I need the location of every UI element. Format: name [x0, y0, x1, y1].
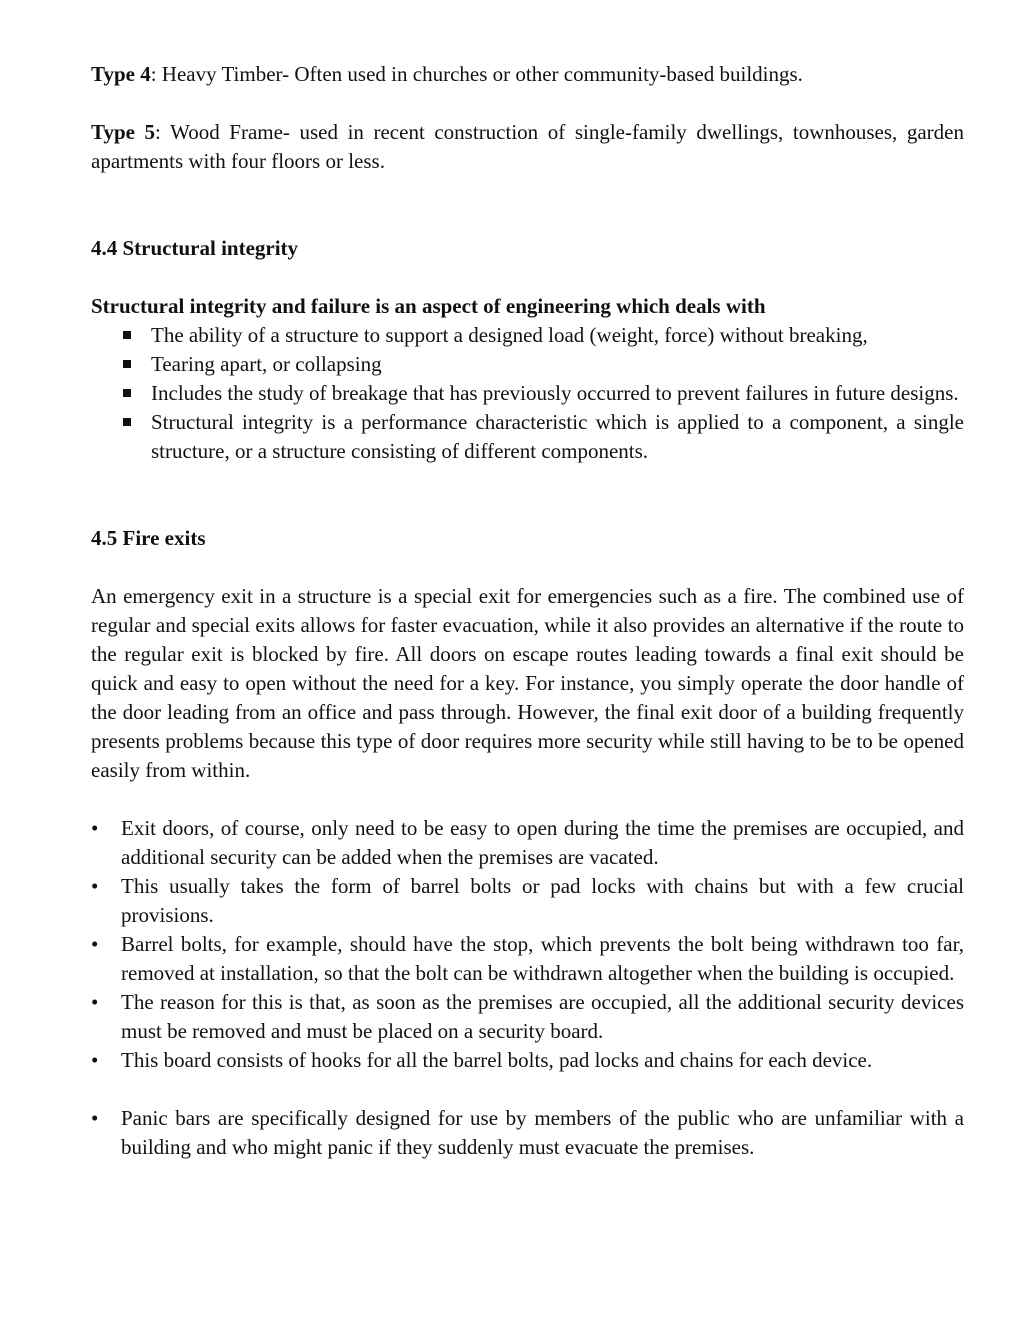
- list-item: [91, 814, 964, 872]
- list-item: [91, 930, 964, 988]
- square-bullet-icon: [123, 418, 131, 426]
- list-item-text: The reason for this is that, as soon as the premises are occupied, all the additional security devices must be removed and must be placed on a security board.: [121, 990, 964, 1043]
- type-5-line: [91, 118, 964, 176]
- spacer: [91, 553, 964, 582]
- structural-integrity-list: [91, 321, 964, 466]
- bullet-icon: •: [91, 1106, 99, 1130]
- type-4-text: : Heavy Timber- Often used in churches or other community-based buildings.: [150, 62, 803, 86]
- bullet-icon: •: [91, 816, 99, 840]
- list-item: [91, 350, 964, 379]
- type-4-line: [91, 60, 964, 89]
- type-4-label: Type 4: [91, 62, 151, 86]
- list-item: [91, 379, 964, 408]
- square-bullet-icon: [123, 331, 131, 339]
- list-item: [91, 872, 964, 930]
- section-heading-structural-integrity: 4.4 Structural integrity: [91, 236, 299, 260]
- fire-exits-paragraph: An emergency exit in a structure is a special exit for emergencies such as a fire. The combined use of regular and special exits allows for faster evacuation, while it also provides an alternative if the route to the regular exit is blocked by fire. All doors on escape routes leading towards a final exit should be quick and easy to open without the need for a key. For instance, you simply operate the door handle of the door leading from an office and pass through. However, the final exit door of a building frequently presents problems because this type of door requires more security while still having to be to be opened easily from within.: [91, 584, 964, 782]
- spacer: [91, 1075, 964, 1104]
- spacer: [91, 263, 964, 292]
- document-page: [91, 60, 964, 1162]
- list-item-text: Barrel bolts, for example, should have the stop, which prevents the bolt being withdrawn too far, removed at installation, so that the bolt can be withdrawn altogether when the building is occupied.: [121, 932, 964, 985]
- list-item: [91, 1104, 964, 1162]
- bullet-icon: •: [91, 932, 99, 956]
- list-item-text: This usually takes the form of barrel bolts or pad locks with chains but with a few crucial provisions.: [121, 874, 964, 927]
- list-item-text: Tearing apart, or collapsing: [151, 352, 382, 376]
- list-item: [91, 321, 964, 350]
- list-item: [91, 408, 964, 466]
- list-item-text: Exit doors, of course, only need to be easy to open during the time the premises are occupied, and additional security can be added when the premises are vacated.: [121, 816, 964, 869]
- square-bullet-icon: [123, 389, 131, 397]
- bullet-icon: •: [91, 874, 99, 898]
- structural-integrity-intro: Structural integrity and failure is an aspect of engineering which deals with: [91, 294, 766, 318]
- type-5-text: : Wood Frame- used in recent construction of single-family dwellings, townhouses, garden apartments with four floors or less.: [91, 120, 964, 173]
- bullet-icon: •: [91, 990, 99, 1014]
- list-item: [91, 988, 964, 1046]
- section-heading-fire-exits: 4.5 Fire exits: [91, 526, 206, 550]
- type-5-label: Type 5: [91, 120, 156, 144]
- square-bullet-icon: [123, 360, 131, 368]
- panic-bars-list: [91, 1104, 964, 1162]
- spacer: [91, 466, 964, 524]
- list-item-text: This board consists of hooks for all the barrel bolts, pad locks and chains for each device.: [121, 1048, 873, 1072]
- spacer: [91, 785, 964, 814]
- list-item: [91, 1046, 964, 1075]
- list-item-text: Includes the study of breakage that has previously occurred to prevent failures in future designs.: [151, 381, 959, 405]
- spacer: [91, 176, 964, 234]
- fire-exits-list: [91, 814, 964, 1075]
- list-item-text: The ability of a structure to support a designed load (weight, force) without breaking,: [151, 323, 868, 347]
- list-item-text: Structural integrity is a performance characteristic which is applied to a component, a single structure, or a structure consisting of different components.: [151, 410, 964, 463]
- list-item-text: Panic bars are specifically designed for use by members of the public who are unfamiliar with a building and who might panic if they suddenly must evacuate the premises.: [121, 1106, 964, 1159]
- bullet-icon: •: [91, 1048, 99, 1072]
